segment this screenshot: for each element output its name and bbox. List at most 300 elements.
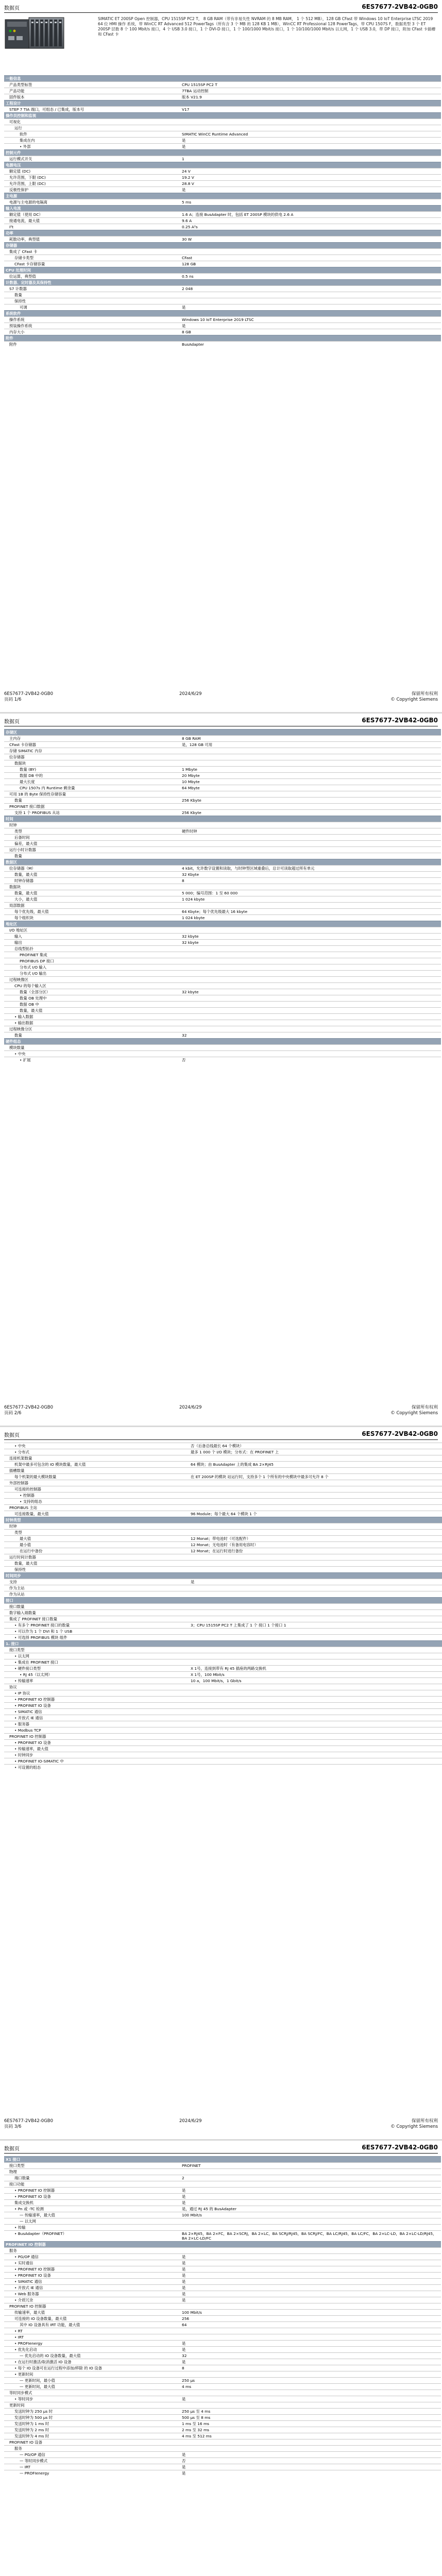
spec-row (4, 1740, 442, 1746)
spec-label: 保持性 (4, 298, 180, 304)
spec-row (4, 971, 441, 977)
spec-row (4, 2427, 441, 2433)
spec-value (189, 1765, 442, 1771)
spec-row (4, 872, 441, 878)
spec-value: 否（后备总线最长 64 个模块） (189, 1443, 442, 1449)
section-header (4, 311, 441, 317)
spec-value (180, 847, 441, 853)
spec-label: • RJ 45（以太网） (4, 1672, 189, 1678)
spec-value (180, 884, 441, 890)
spec-row (4, 82, 441, 88)
spec-value (180, 730, 441, 736)
spec-value: 8 GB RAM (180, 736, 441, 742)
spec-label: 数量，最大值 (4, 890, 180, 896)
spec-value: 64 Mbyte (180, 785, 441, 791)
spec-value: 19.2 V (180, 175, 441, 181)
spec-label: • RT (4, 2328, 180, 2334)
spec-row (4, 785, 441, 791)
spec-label: 运行小时计数器 (4, 847, 180, 853)
spec-value: 9.6 A (180, 218, 441, 224)
spec-value (189, 1740, 442, 1746)
spec-row (4, 298, 441, 304)
spec-label: 发送时钟为 1 ms 时 (4, 2421, 180, 2427)
spec-row (4, 1746, 442, 1752)
spec-value: 版本 V21.9 (180, 94, 441, 100)
spec-value (180, 2157, 441, 2163)
spec-label: 产品功能 (4, 88, 180, 94)
spec-value (180, 1026, 441, 1032)
spec-row (4, 1629, 442, 1635)
spec-value: 是 (180, 2273, 441, 2279)
spec-row (4, 1474, 442, 1480)
spec-value: 是 (189, 1579, 442, 1585)
footer-copyright: 保留所有权利 © Copyright Siemens (390, 2119, 438, 2129)
spec-label: • 以太网 (4, 1653, 189, 1659)
spec-label: S7 计数器 (4, 286, 180, 292)
spec-label: 数量 (4, 798, 180, 804)
spec-label: 等时同步模式 (4, 2390, 180, 2396)
spec-value (189, 1598, 442, 1604)
spec-value: CPU 1515SP PC2 T (180, 82, 441, 88)
spec-value: 是 (180, 2396, 441, 2402)
spec-row (4, 1579, 442, 1585)
spec-value (189, 1690, 442, 1697)
spec-row (4, 847, 441, 853)
spec-row (4, 2334, 441, 2341)
spec-row (4, 1002, 441, 1008)
spec-value (189, 1703, 442, 1709)
spec-label: 数量（全部分区） (4, 989, 180, 995)
spec-row (4, 1523, 442, 1530)
spec-row (4, 107, 441, 113)
spec-label: 插槽数量 (4, 1468, 189, 1474)
spec-value: 256 Kbyte (180, 810, 441, 816)
spec-row (4, 915, 441, 921)
spec-label: • PROFINET IO 控制器 (4, 2266, 180, 2273)
spec-label: 存储卡类型 (4, 255, 180, 261)
spec-row (4, 119, 441, 125)
spec-label: 产品类型标签 (4, 82, 180, 88)
spec-row (4, 760, 441, 767)
header-title: 数据页 (4, 719, 20, 725)
spec-value: 3；CPU 1515SP PC2 T 上集成了 1 个 接口 1 个接口 1 (189, 1622, 442, 1629)
spec-label: 发送时钟为 250 µs 时 (4, 2409, 180, 2415)
spec-label: 作为主站 (4, 1585, 189, 1591)
spec-label: 额定值 (DC) (4, 168, 180, 175)
spec-value (180, 971, 441, 977)
spec-value: 24 V (180, 168, 441, 175)
spec-value: 12 Monat；带电池时（可选配件） (189, 1536, 442, 1542)
spec-row (4, 1536, 442, 1542)
spec-row (4, 798, 441, 804)
spec-label: 硬件组态 (4, 1039, 180, 1045)
header-title: 数据页 (4, 2146, 20, 2152)
spec-row (4, 2353, 441, 2359)
spec-value (189, 1480, 442, 1486)
spec-row (4, 224, 441, 230)
spec-label: 后备时间 (4, 835, 180, 841)
spec-row (4, 1032, 441, 1039)
spec-label: 操作员控制和监视 (4, 113, 180, 119)
spec-row (4, 1721, 442, 1727)
spec-row (4, 866, 441, 872)
spec-row (4, 952, 441, 958)
spec-label: 其中 IO 设备具有 IRT 功能，最大值 (4, 2322, 180, 2328)
spec-label: 分布式 I/O 输入 (4, 964, 180, 971)
spec-row (4, 156, 441, 162)
spec-row (4, 884, 441, 890)
spec-value (180, 835, 441, 841)
spec-label: 操作系统 (4, 317, 180, 323)
spec-label: • 支持的组态 (4, 1499, 189, 1505)
spec-value (180, 1014, 441, 1020)
spec-row (4, 1653, 442, 1659)
spec-label: PROFINET IO 控制器 (4, 2303, 180, 2310)
spec-value: 否 (180, 2458, 441, 2464)
spec-row (4, 736, 441, 742)
spec-row (4, 828, 441, 835)
spec-row (4, 1057, 441, 1063)
spec-row (4, 2446, 441, 2452)
header-order-number: 6ES7677-2VB42-0GB0 (362, 3, 438, 10)
spec-label: 可连接的控制器 (4, 1486, 189, 1493)
spec-label: 外部控制器 (4, 1480, 189, 1486)
spec-value (189, 1641, 442, 1647)
spec-label: 作为从站 (4, 1591, 189, 1598)
footer-copyright: 保留所有权利 © Copyright Siemens (390, 691, 438, 702)
spec-row (4, 804, 441, 810)
spec-value (180, 267, 441, 274)
spec-label: 运行模式开关 (4, 156, 180, 162)
section-header (4, 113, 441, 119)
spec-label: 物理 (4, 2169, 180, 2175)
spec-label: 时间 (4, 816, 180, 822)
section-header (4, 206, 441, 212)
spec-row (4, 1697, 442, 1703)
spec-value (189, 1567, 442, 1573)
section-header (4, 162, 441, 168)
spec-value: SIMATIC WinCC Runtime Advanced (180, 131, 441, 138)
spec-label: 主内存 (4, 736, 180, 742)
spec-value (189, 1629, 442, 1635)
spec-row (4, 2371, 441, 2378)
spec-row (4, 2206, 441, 2212)
spec-label: 更新时间 (4, 2402, 180, 2409)
spec-value (180, 193, 441, 199)
spec-row (4, 964, 441, 971)
spec-label: • 介质冗余 (4, 2297, 180, 2303)
spec-value (180, 964, 441, 971)
spec-label: 机架中最多可包含的 IO 模块数量，最大值 (4, 1462, 189, 1468)
spec-value: 是 (180, 2285, 441, 2291)
footer-date: 2024/6/29 (179, 691, 202, 697)
spec-value (189, 1721, 442, 1727)
spec-label: • 在运行时激活/取消激活 IO 设备 (4, 2359, 180, 2365)
spec-label: — 等时同步模式 (4, 2458, 180, 2464)
spec-row (4, 1014, 441, 1020)
spec-label: 接通电流，最大值 (4, 218, 180, 224)
spec-row (4, 742, 441, 748)
spec-row (4, 946, 441, 952)
spec-label: 可用 1B 的 Byte 保持性存储容量 (4, 791, 180, 798)
spec-value (189, 1517, 442, 1523)
spec-label: • 传输速率 (4, 1678, 189, 1684)
spec-row (4, 125, 441, 131)
spec-row (4, 255, 441, 261)
page-header (4, 2144, 438, 2154)
spec-value (180, 2248, 441, 2254)
spec-value (189, 1653, 442, 1659)
spec-value: 28.8 V (180, 181, 441, 187)
spec-label: 类型 (4, 1530, 189, 1536)
spec-value: 10 a，100 Mbit/s，1 Gbit/s (189, 1678, 442, 1684)
spec-label: • PROFINET IO 控制器 (4, 1697, 189, 1703)
spec-row (4, 2359, 441, 2365)
spec-row (4, 329, 441, 335)
spec-label: 时钟类型 (4, 1517, 189, 1523)
spec-value (189, 1734, 442, 1740)
spec-row (4, 2402, 441, 2409)
spec-value (189, 1635, 442, 1641)
spec-value: 64 Kbyte；每个优先级最大 16 kbyte (180, 909, 441, 915)
spec-label: • 输出数据 (4, 1020, 180, 1026)
spec-value: 是 (180, 2188, 441, 2194)
spec-value (189, 1455, 442, 1462)
spec-value: 8 (180, 878, 441, 884)
spec-value (180, 2181, 441, 2188)
spec-row (4, 2181, 441, 2188)
spec-row (4, 286, 441, 292)
spec-label: 数量，最大值 (4, 1561, 189, 1567)
spec-label: 接口 (4, 1598, 189, 1604)
section-header (4, 267, 441, 274)
spec-row (4, 1684, 442, 1690)
spec-value (180, 822, 441, 828)
spec-label: • SIMATIC 通信 (4, 1709, 189, 1715)
spec-label: 系统软件 (4, 311, 180, 317)
spec-row (4, 2291, 441, 2297)
spec-label: 数量，最大值 (4, 1008, 180, 1014)
spec-label: • 每个 IO 设备可在运行过程中添加/移除 的 IO 设备 (4, 2365, 180, 2371)
spec-row (4, 1672, 442, 1678)
spec-value (180, 2446, 441, 2452)
spec-label: 发送时钟为 500 µs 时 (4, 2415, 180, 2421)
spec-value: 硬件时钟 (180, 828, 441, 835)
spec-value (180, 119, 441, 125)
spec-value: 是 (180, 2279, 441, 2285)
spec-label: X1 接口 (4, 2157, 180, 2163)
page-footer (4, 691, 438, 707)
spec-label: 集成在内 (4, 138, 180, 144)
spec-row (4, 841, 441, 847)
spec-value (180, 983, 441, 989)
spec-row (4, 1486, 442, 1493)
spec-row (4, 342, 441, 348)
spec-row (4, 2316, 441, 2322)
spec-row (4, 2396, 441, 2402)
spec-value (189, 1499, 442, 1505)
spec-row (4, 249, 441, 255)
spec-row (4, 292, 441, 298)
page-footer (4, 2119, 438, 2134)
spec-label: 最大长度 (4, 779, 180, 785)
spec-label: 时间同步 (4, 1573, 189, 1579)
spec-value (180, 748, 441, 754)
spec-label: 输出 (4, 940, 180, 946)
spec-row (4, 927, 441, 934)
spec-label: 数字输入端数量 (4, 1610, 189, 1616)
spec-label: • Web 服务器 (4, 2291, 180, 2297)
spec-value (180, 311, 441, 317)
spec-value (189, 1573, 442, 1579)
spec-value: 250 µs 至 4 ms (180, 2409, 441, 2415)
spec-value: 100 Mbit/s (180, 2212, 441, 2218)
spec-label: • 输入数据 (4, 1014, 180, 1020)
spec-value (189, 1684, 442, 1690)
spec-label: • 服务器 (4, 1721, 189, 1727)
spec-label: PROFINET 接口数据 (4, 804, 180, 810)
spec-row (4, 2378, 441, 2384)
spec-label: 每个优先级，最大值 (4, 909, 180, 915)
spec-value (180, 995, 441, 1002)
spec-row (4, 2409, 441, 2415)
spec-row (4, 1455, 442, 1462)
section-header (4, 335, 441, 342)
spec-row (4, 131, 441, 138)
spec-row (4, 2390, 441, 2396)
spec-value: X 1号，100 Mbit/s (189, 1672, 442, 1678)
section-header (4, 816, 441, 822)
spec-label: • 控制器 (4, 1493, 189, 1499)
spec-label: • 传输速率，最大值 (4, 1746, 189, 1752)
spec-label: 存储 SIMATIC 内存 (4, 748, 180, 754)
spec-value: 是 (180, 2194, 441, 2200)
spec-row (4, 2470, 441, 2477)
spec-row (4, 1462, 442, 1468)
section-header (4, 1573, 442, 1579)
spec-row (4, 2200, 441, 2206)
spec-value: 1 024 kbyte (180, 915, 441, 921)
spec-row (4, 1666, 442, 1672)
section-header (4, 1598, 442, 1604)
spec-row (4, 1554, 442, 1561)
spec-value (189, 1647, 442, 1653)
spec-value (180, 927, 441, 934)
spec-value: 12 Monat；在运行时进行备份 (189, 1548, 442, 1554)
spec-row (4, 2279, 441, 2285)
spec-value: 是 (180, 2291, 441, 2297)
spec-label: 数量 (BY) (4, 767, 180, 773)
spec-value (180, 1020, 441, 1026)
spec-row (4, 2458, 441, 2464)
spec-label: 1. 接口 (4, 1641, 189, 1647)
spec-label: 发送时钟为 4 ms 时 (4, 2433, 180, 2439)
spec-value (180, 952, 441, 958)
spec-row (4, 909, 441, 915)
spec-row (4, 1530, 442, 1536)
spec-row (4, 187, 441, 193)
spec-label: CFast 卡存储器 (4, 742, 180, 748)
spec-label: 允许范围，上限 (DC) (4, 181, 180, 187)
spec-value (180, 335, 441, 342)
spec-row (4, 940, 441, 946)
spec-value (189, 1505, 442, 1511)
spec-row (4, 2347, 441, 2353)
spec-label: 运行时间计数器 (4, 1554, 189, 1561)
spec-value (180, 2225, 441, 2231)
spec-label: 模块数量 (4, 1045, 180, 1051)
spec-value: 最多 1 000 个 I/O 模块；分布式：在 PROFINET 上 (189, 1449, 442, 1455)
spec-value (180, 2402, 441, 2409)
spec-row (4, 1026, 441, 1032)
spec-row (4, 2384, 441, 2390)
spec-value: 是，通过 RJ 45 的 BusAdapter (180, 2206, 441, 2212)
spec-label: PROFINET 集成 (4, 952, 180, 958)
spec-row (4, 1765, 442, 1771)
spec-value (180, 113, 441, 119)
spec-label: • 时钟同步 (4, 1752, 189, 1758)
spec-label: 总线型拓扑 (4, 946, 180, 952)
spec-row (4, 2452, 441, 2458)
spec-value (189, 1585, 442, 1591)
spec-label: 集成了 PROFINET 接口数量 (4, 1616, 189, 1622)
spec-label: 固件版本 (4, 94, 180, 100)
spec-row (4, 791, 441, 798)
spec-label: • 可选择 PROFIBUS 模块 组件 (4, 1635, 189, 1641)
spec-value: 是 (180, 138, 441, 144)
spec-row (4, 94, 441, 100)
spec-label: CPU 处理时间 (4, 267, 180, 274)
spec-label: • 可设置的组态 (4, 1765, 189, 1771)
spec-value: 是 (180, 2452, 441, 2458)
spec-value (189, 1486, 442, 1493)
spec-value (189, 1561, 442, 1567)
section-header (4, 230, 441, 236)
page-header (4, 717, 438, 726)
spec-label: 数据区 (4, 859, 180, 866)
spec-label: • 开放式 IE 通信 (4, 1715, 189, 1721)
spec-row (4, 144, 441, 150)
spec-row (4, 1008, 441, 1014)
spec-value: 4 ms 至 512 ms (180, 2433, 441, 2439)
spec-label: • SIMATIC 通信 (4, 2279, 180, 2285)
spec-row (4, 853, 441, 859)
spec-label: PROFINET IO 控制器 (4, 2242, 180, 2248)
spec-label: 分布式 I/O 输出 (4, 971, 180, 977)
spec-label: • 有多个 PROFINET 接口的数量 (4, 1622, 189, 1629)
spec-value: 128 GB (180, 261, 441, 267)
spec-value: 1 (180, 156, 441, 162)
spec-value (180, 249, 441, 255)
spec-value: 10 Mbyte (180, 779, 441, 785)
spec-label: • 等时同步 (4, 2396, 180, 2402)
spec-value: 是 (180, 2260, 441, 2266)
spec-label: • Pn 或 -TC 检测 (4, 2206, 180, 2212)
spec-row (4, 2341, 441, 2347)
spec-row (4, 1678, 442, 1684)
spec-row (4, 181, 441, 187)
spec-row (4, 212, 441, 218)
spec-value (189, 1709, 442, 1715)
spec-row (4, 1493, 442, 1499)
spec-value: 2 048 (180, 286, 441, 292)
spec-value: 32 kbyte (180, 940, 441, 946)
spec-row (4, 1591, 442, 1598)
spec-value: 1 024 kbyte (180, 896, 441, 903)
spec-value: 5 ms (180, 199, 441, 206)
spec-value (189, 1715, 442, 1721)
spec-row (4, 779, 441, 785)
